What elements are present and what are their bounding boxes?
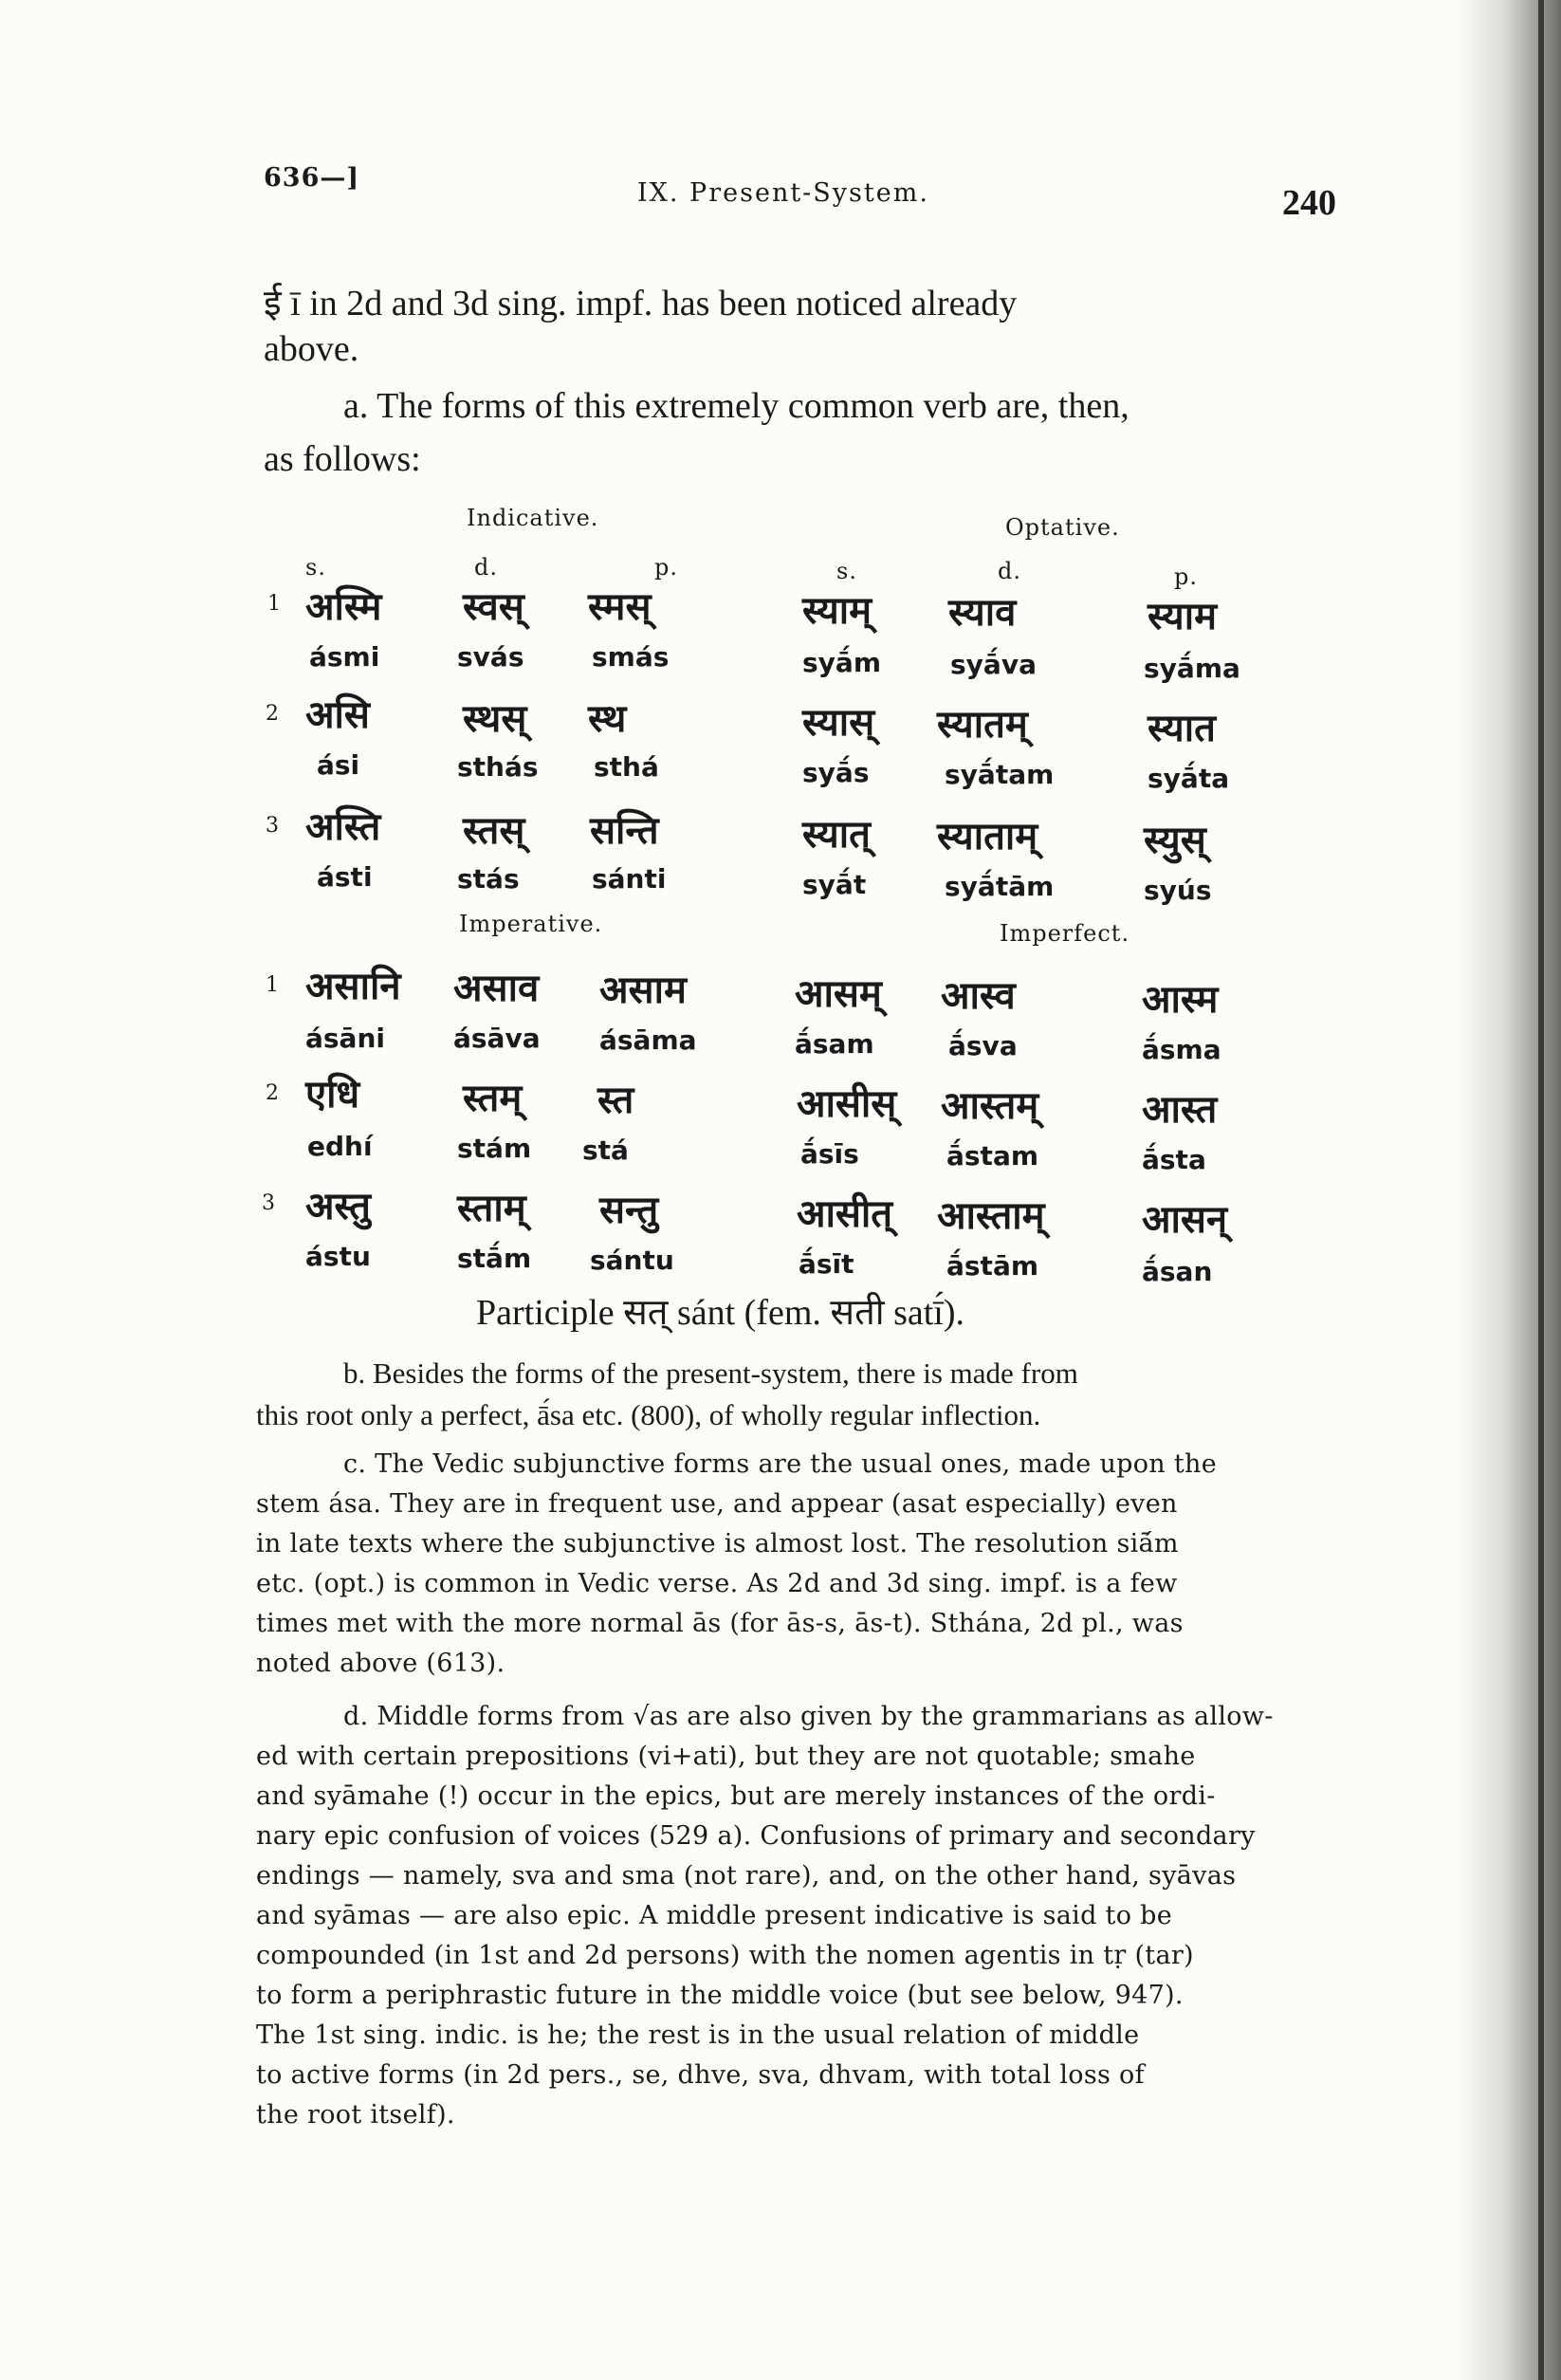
transliteration: syā́t bbox=[802, 869, 867, 900]
devanagari-form: स्याव bbox=[948, 591, 1017, 635]
devanagari-form: असाम bbox=[599, 969, 687, 1012]
para-a-line-1: a. The forms of this extremely common verb are, then, bbox=[343, 386, 1129, 426]
para-c-line: times met with the more normal ās (for ās-s, ās-t). Sthána, 2d pl., was bbox=[256, 1609, 1184, 1638]
col-singular-ind: s. bbox=[305, 554, 326, 581]
para-b-line-2: this root only a perfect, ā́sa etc. (800), of wholly regular inflection. bbox=[256, 1398, 1041, 1431]
col-dual-opt: d. bbox=[998, 558, 1021, 584]
transliteration: stás bbox=[457, 863, 520, 895]
devanagari-form: असाव bbox=[453, 967, 540, 1010]
optative-heading: Optative. bbox=[1005, 514, 1120, 541]
imperfect-heading: Imperfect. bbox=[1000, 920, 1130, 947]
indicative-heading: Indicative. bbox=[467, 505, 599, 531]
para-d-line: The 1st sing. indic. is he; the rest is in the usual relation of middle bbox=[256, 2020, 1140, 2050]
transliteration: stá bbox=[582, 1135, 629, 1166]
intro-line-1: ई ī in 2d and 3d sing. impf. has been noticed already bbox=[264, 284, 1018, 323]
devanagari-form: स्त bbox=[597, 1079, 634, 1122]
transliteration: ā́sam bbox=[795, 1028, 874, 1060]
para-d-line: ed with certain prepositions (vi+ati), but they are not quotable; smahe bbox=[256, 1742, 1196, 1771]
binding-shadow bbox=[1457, 0, 1561, 2380]
devanagari-form: स्तस् bbox=[463, 809, 525, 853]
devanagari-form: एधि bbox=[305, 1073, 360, 1116]
para-c-line: noted above (613). bbox=[256, 1649, 505, 1678]
transliteration: ásāni bbox=[305, 1023, 385, 1054]
devanagari-form: स्वस् bbox=[463, 585, 524, 629]
transliteration: syā́tam bbox=[945, 759, 1055, 790]
transliteration: sánti bbox=[592, 863, 667, 895]
devanagari-form: अस्तु bbox=[305, 1185, 371, 1228]
binding-edge bbox=[1538, 0, 1544, 2380]
transliteration: ásti bbox=[317, 861, 373, 893]
devanagari-form: स्युस् bbox=[1144, 819, 1206, 862]
devanagari-form: स्थ bbox=[588, 697, 627, 741]
transliteration: ási bbox=[317, 749, 360, 781]
transliteration: ásmi bbox=[309, 641, 380, 673]
devanagari-form: आस्ताम् bbox=[937, 1194, 1045, 1238]
devanagari-form: असि bbox=[305, 693, 370, 737]
col-plural-opt: p. bbox=[1174, 563, 1198, 590]
para-c-line: in late texts where the subjunctive is almost lost. The resolution siā́m bbox=[256, 1529, 1179, 1559]
devanagari-form: आस्व bbox=[941, 974, 1016, 1018]
devanagari-form: अस्मि bbox=[305, 585, 382, 629]
row-number: 3 bbox=[262, 1191, 275, 1215]
transliteration: edhí bbox=[307, 1131, 373, 1162]
row-number: 1 bbox=[267, 592, 281, 616]
devanagari-form: स्थस् bbox=[463, 697, 527, 741]
devanagari-form: आसम् bbox=[795, 972, 882, 1016]
transliteration: ā́sīt bbox=[799, 1248, 854, 1280]
transliteration: ā́sma bbox=[1142, 1034, 1221, 1065]
row-number: 3 bbox=[266, 814, 279, 838]
para-c-line: stem ása. They are in frequent use, and appear (asat especially) even bbox=[256, 1489, 1178, 1519]
transliteration: ā́sta bbox=[1142, 1144, 1206, 1175]
transliteration: ásāva bbox=[453, 1023, 541, 1054]
transliteration: syā́va bbox=[950, 649, 1037, 680]
participle-line: Participle सत् sánt (fem. सती satī́). bbox=[476, 1293, 965, 1333]
col-dual-ind: d. bbox=[474, 554, 498, 581]
devanagari-form: सन्तु bbox=[599, 1189, 659, 1232]
transliteration: syā́tām bbox=[945, 871, 1055, 902]
devanagari-form: आसीत् bbox=[797, 1192, 893, 1236]
transliteration: syús bbox=[1144, 875, 1212, 906]
transliteration: ástu bbox=[305, 1241, 371, 1272]
para-d-line: to active forms (in 2d pers., se, dhve, sva, dhvam, with total loss of bbox=[256, 2060, 1145, 2090]
para-d-line: d. Middle forms from √as are also given by the grammarians as allow- bbox=[343, 1702, 1274, 1731]
para-c-line: etc. (opt.) is common in Vedic verse. As 2d and 3d sing. impf. is a few bbox=[256, 1569, 1178, 1598]
row-number: 2 bbox=[266, 1081, 279, 1105]
transliteration: syā́s bbox=[802, 757, 870, 788]
para-d-line: nary epic confusion of voices (529 a). Confusions of primary and secondary bbox=[256, 1821, 1256, 1851]
para-d-line: compounded (in 1st and 2d persons) with the nomen agentis in tṛ (tar) bbox=[256, 1941, 1194, 1970]
page-number: 240 bbox=[1282, 183, 1336, 223]
transliteration: syā́m bbox=[802, 647, 881, 678]
devanagari-form: स्यात् bbox=[802, 813, 871, 857]
transliteration: ā́sīs bbox=[800, 1138, 859, 1170]
devanagari-form: आसन् bbox=[1142, 1198, 1228, 1242]
transliteration: sthás bbox=[457, 751, 539, 783]
transliteration: syā́ma bbox=[1144, 653, 1240, 684]
devanagari-form: स्यात bbox=[1148, 707, 1216, 750]
transliteration: sántu bbox=[590, 1245, 674, 1276]
devanagari-form: स्तम् bbox=[463, 1077, 523, 1120]
para-a-line-2: as follows: bbox=[264, 439, 421, 479]
transliteration: ásāma bbox=[599, 1024, 697, 1056]
para-d-line: and syāmas — are also epic. A middle present indicative is said to be bbox=[256, 1901, 1173, 1930]
transliteration: svás bbox=[457, 641, 524, 673]
row-number: 2 bbox=[266, 702, 279, 726]
devanagari-form: आस्तम् bbox=[941, 1084, 1039, 1128]
section-reference: 636—] bbox=[264, 163, 360, 193]
transliteration: sthá bbox=[594, 751, 659, 783]
running-title: IX. Present-System. bbox=[637, 178, 929, 208]
para-d-line: endings — namely, sva and sma (not rare), and, on the other hand, syāvas bbox=[256, 1861, 1237, 1891]
imperative-heading: Imperative. bbox=[459, 911, 603, 937]
devanagari-form: स्मस् bbox=[588, 585, 652, 629]
devanagari-form: आसीस् bbox=[797, 1082, 897, 1126]
devanagari-form: स्याताम् bbox=[937, 815, 1038, 858]
transliteration: stā́m bbox=[457, 1243, 532, 1274]
col-singular-opt: s. bbox=[836, 558, 857, 584]
devanagari-form: स्यास् bbox=[802, 701, 875, 745]
transliteration: ā́san bbox=[1142, 1256, 1213, 1287]
devanagari-form: आस्म bbox=[1142, 978, 1219, 1022]
devanagari-form: आस्त bbox=[1142, 1088, 1218, 1132]
transliteration: ā́sva bbox=[948, 1030, 1018, 1061]
para-d-line: and syāmahe (!) occur in the epics, but are merely instances of the ordi- bbox=[256, 1781, 1216, 1811]
devanagari-form: स्ताम् bbox=[457, 1187, 526, 1230]
devanagari-form: स्याम bbox=[1148, 595, 1218, 638]
row-number: 1 bbox=[266, 973, 279, 997]
intro-line-2: above. bbox=[264, 329, 359, 369]
transliteration: syā́ta bbox=[1148, 763, 1230, 794]
devanagari-form: स्याम् bbox=[802, 589, 872, 633]
devanagari-form: सन्ति bbox=[590, 809, 659, 853]
devanagari-form: स्यातम् bbox=[937, 703, 1028, 747]
para-c-line: c. The Vedic subjunctive forms are the usual ones, made upon the bbox=[343, 1449, 1217, 1479]
para-d-line: the root itself). bbox=[256, 2100, 455, 2130]
col-plural-ind: p. bbox=[654, 554, 678, 581]
devanagari-form: असानि bbox=[305, 965, 401, 1008]
transliteration: stám bbox=[457, 1133, 532, 1164]
para-d-line: to form a periphrastic future in the middle voice (but see below, 947). bbox=[256, 1981, 1184, 2010]
para-b-line-1: b. Besides the forms of the present-system, there is made from bbox=[343, 1356, 1078, 1390]
transliteration: smás bbox=[592, 641, 670, 673]
transliteration: ā́stam bbox=[946, 1140, 1039, 1172]
devanagari-form: अस्ति bbox=[305, 805, 381, 849]
transliteration: ā́stām bbox=[946, 1250, 1039, 1282]
